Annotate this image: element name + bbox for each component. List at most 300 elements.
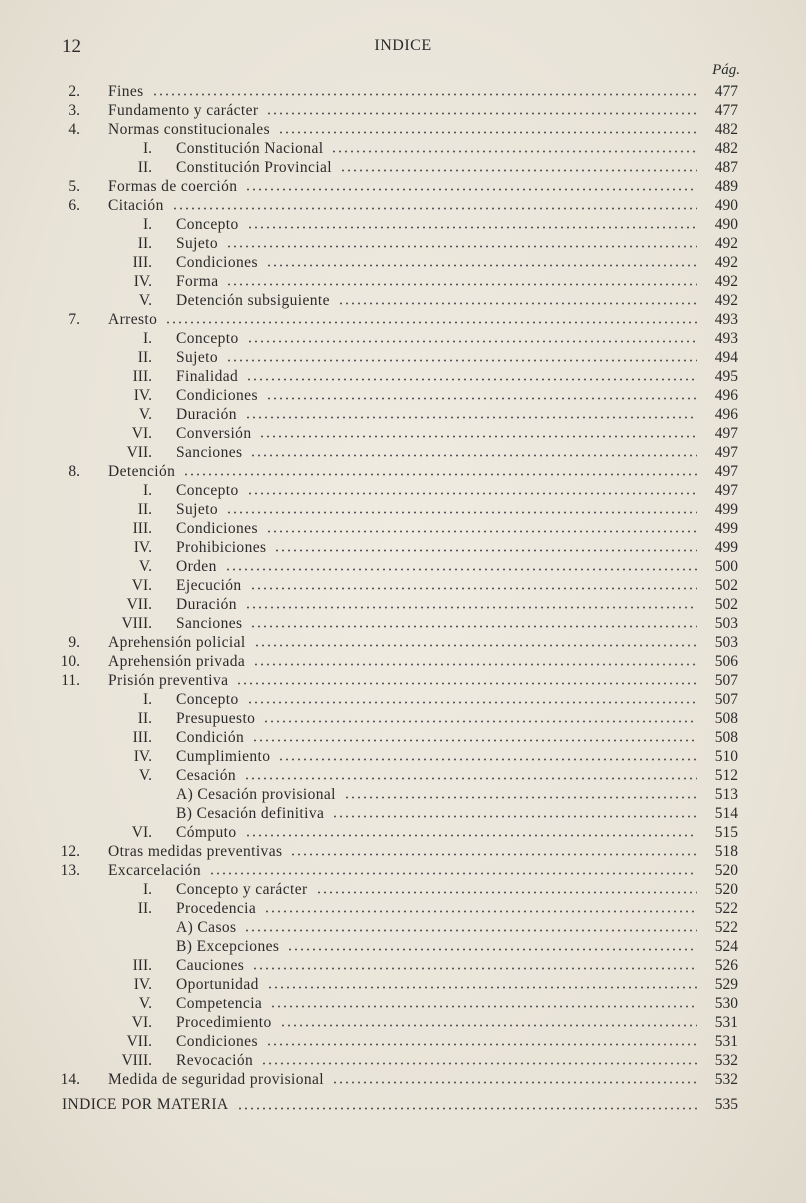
toc-entry-number: VI.	[131, 577, 152, 594]
toc-entry-page: 499	[714, 520, 738, 537]
toc-entry-page: 520	[714, 881, 738, 898]
toc-entry-number: VII.	[126, 596, 152, 613]
dot-leader	[264, 910, 697, 913]
toc-entry-title	[176, 899, 703, 918]
toc-entry-text: Cumplimiento	[176, 748, 271, 765]
dot-leader	[332, 815, 697, 818]
toc-entry-text: Aprehensión privada	[108, 653, 246, 670]
toc-entry	[0, 1070, 806, 1089]
toc-entry-title	[176, 1013, 703, 1032]
toc-entry	[0, 82, 806, 101]
toc-entry-number: V.	[138, 767, 152, 784]
toc-entry-title	[176, 557, 703, 576]
toc-entry-title	[176, 576, 703, 595]
toc-entry-text: Sanciones	[176, 444, 243, 461]
toc-entry	[0, 595, 806, 614]
toc-entry-page: 522	[714, 919, 738, 936]
toc-entry-number: V.	[138, 406, 152, 423]
toc-entry-page: 494	[714, 349, 738, 366]
toc-entry-text: Oportunidad	[176, 976, 259, 993]
toc-entry-page: 503	[714, 634, 738, 651]
dot-leader	[244, 929, 697, 932]
dot-leader	[266, 264, 697, 267]
toc-entry-page: 532	[714, 1071, 738, 1088]
toc-entry-text: Citación	[108, 197, 164, 214]
toc-entry	[0, 519, 806, 538]
toc-entry-page: 526	[714, 957, 738, 974]
toc-entry	[0, 557, 806, 576]
toc-entry-page: 515	[714, 824, 738, 841]
toc-entry	[0, 690, 806, 709]
toc-entry-text: Competencia	[176, 995, 263, 1012]
toc-entry-page: 487	[714, 159, 738, 176]
toc-entry	[0, 367, 806, 386]
toc-entry-title	[176, 291, 703, 310]
toc-entry-number: 9.	[68, 634, 80, 651]
toc-entry-title	[108, 82, 703, 101]
toc-entry-number: III.	[132, 729, 152, 746]
toc-entry-number: 8.	[68, 463, 80, 480]
dot-leader	[259, 435, 697, 438]
toc-entry-text: Sujeto	[176, 235, 219, 252]
toc-entry-page: 535	[714, 1096, 738, 1113]
dot-leader	[152, 93, 697, 96]
toc-entry-page: 496	[714, 387, 738, 404]
running-head: INDICE	[374, 37, 432, 54]
dot-leader	[226, 511, 697, 514]
toc-entry-text: Sujeto	[176, 349, 219, 366]
toc-entry-number: III.	[132, 520, 152, 537]
toc-entry-text: Orden	[176, 558, 217, 575]
toc-entry-title	[176, 329, 703, 348]
toc-entry-number: 2.	[68, 83, 80, 100]
toc-entry-page: 531	[714, 1033, 738, 1050]
toc-entry-title	[176, 690, 703, 709]
toc-entry	[0, 253, 806, 272]
toc-entry-title	[176, 500, 703, 519]
toc-entry-number: 14.	[60, 1071, 80, 1088]
toc-entry-title	[176, 215, 703, 234]
toc-entry	[0, 709, 806, 728]
toc-entry-title	[176, 785, 703, 804]
dot-leader	[266, 530, 697, 533]
toc-entry	[0, 177, 806, 196]
toc-entry-text: Arresto	[108, 311, 158, 328]
toc-entry-page: 522	[714, 900, 738, 917]
toc-entry-page: 499	[714, 501, 738, 518]
toc-entry-text: Condiciones	[176, 387, 258, 404]
toc-entry-page: 507	[714, 672, 738, 689]
dot-leader	[267, 986, 697, 989]
toc-entry	[0, 823, 806, 842]
toc-entry-text: A) Casos	[176, 919, 237, 936]
toc-entry-title	[108, 120, 703, 139]
toc-entry	[0, 386, 806, 405]
dot-leader	[247, 492, 697, 495]
toc-entry-page: 513	[714, 786, 738, 803]
toc-entry-title	[176, 956, 703, 975]
dot-leader	[266, 1043, 697, 1046]
toc-entry	[0, 671, 806, 690]
toc-entry-page: 531	[714, 1014, 738, 1031]
dot-leader	[245, 606, 697, 609]
toc-entry-number: 13.	[60, 862, 80, 879]
toc-entry-text: A) Cesación provisional	[176, 786, 336, 803]
toc-entry	[0, 766, 806, 785]
toc-entry	[0, 234, 806, 253]
toc-entry-title	[108, 1070, 703, 1089]
toc-entry-page: 506	[714, 653, 738, 670]
toc-entry-number: V.	[138, 995, 152, 1012]
toc-entry-title	[176, 386, 703, 405]
toc-entry-page: 492	[714, 254, 738, 271]
toc-entry-page: 502	[714, 596, 738, 613]
toc-entry-page: 502	[714, 577, 738, 594]
toc-entry-title	[176, 253, 703, 272]
toc-entry-page: 482	[714, 121, 738, 138]
toc-entry-text: Fundamento y carácter	[108, 102, 259, 119]
toc-entry-title	[108, 462, 703, 481]
toc-entry-page: 495	[714, 368, 738, 385]
toc-entry-page: 497	[714, 482, 738, 499]
toc-entry-page: 497	[714, 463, 738, 480]
toc-entry-number: IV.	[133, 539, 152, 556]
toc-entry-page: 482	[714, 140, 738, 157]
toc-entry-number: VII.	[126, 1033, 152, 1050]
toc-entry-page: 532	[714, 1052, 738, 1069]
toc-entry-indice-por-materia	[0, 1095, 806, 1115]
toc-entry-text: Formas de coerción	[108, 178, 238, 195]
toc-entry	[0, 424, 806, 443]
toc-entry	[0, 405, 806, 424]
toc-entry-text: Otras medidas preventivas	[108, 843, 283, 860]
toc-entry	[0, 1032, 806, 1051]
toc-entry	[0, 804, 806, 823]
dot-leader	[290, 853, 697, 856]
toc-entry	[0, 728, 806, 747]
toc-entry	[0, 842, 806, 861]
toc-entry-text: Cesación	[176, 767, 237, 784]
toc-entry-number: III.	[132, 957, 152, 974]
toc-entry-number: II.	[137, 159, 152, 176]
toc-entry-number: V.	[138, 292, 152, 309]
toc-entry-page: 496	[714, 406, 738, 423]
toc-entry-text: Constitución Nacional	[176, 140, 324, 157]
toc-entry	[0, 633, 806, 652]
toc-entry-text: Revocación	[176, 1052, 254, 1069]
toc-entry-title	[176, 747, 703, 766]
toc-entry-number: II.	[137, 235, 152, 252]
toc-entry-title	[108, 842, 703, 861]
toc-entry-text: Detención	[108, 463, 176, 480]
dot-leader	[338, 302, 697, 305]
toc-entry	[0, 652, 806, 671]
toc-entry-title	[108, 101, 703, 120]
toc-entry	[0, 310, 806, 329]
toc-entry-text: Forma	[176, 273, 219, 290]
toc-entry-number: 10.	[60, 653, 80, 670]
toc-entry-number: I.	[142, 330, 152, 347]
dot-leader	[340, 169, 697, 172]
toc-entry-title	[176, 975, 703, 994]
toc-entry-page: 497	[714, 425, 738, 442]
toc-entry-title	[176, 1051, 703, 1070]
dot-leader	[237, 1107, 697, 1110]
toc-entry	[0, 937, 806, 956]
dot-leader	[252, 967, 697, 970]
toc-entry-title	[176, 937, 703, 956]
toc-entry-title	[108, 633, 703, 652]
dot-leader	[270, 1005, 697, 1008]
toc-entry-title	[176, 766, 703, 785]
dot-leader	[278, 758, 697, 761]
toc-entry-text: Concepto y carácter	[176, 881, 308, 898]
toc-entry-page: 500	[714, 558, 738, 575]
pag-column-label: Pág.	[712, 62, 740, 78]
toc-entry-title	[176, 728, 703, 747]
toc-entry	[0, 1051, 806, 1070]
toc-entry-number: V.	[138, 558, 152, 575]
toc-entry-page: 493	[714, 330, 738, 347]
toc-entry-title	[176, 1032, 703, 1051]
toc-entry-text: Condición	[176, 729, 245, 746]
toc-entry-title	[176, 348, 703, 367]
toc-entry-number: VII.	[126, 444, 152, 461]
toc-entry-page: 492	[714, 235, 738, 252]
toc-entry-title	[176, 614, 703, 633]
toc-entry-title	[108, 652, 703, 671]
toc-entry-text: Concepto	[176, 691, 239, 708]
toc-entry-title	[176, 709, 703, 728]
toc-entry-page: 493	[714, 311, 738, 328]
toc-entry-text: Finalidad	[176, 368, 239, 385]
toc-entry-title	[176, 367, 703, 386]
toc-entry-number: VI.	[131, 425, 152, 442]
toc-entry-text: Concepto	[176, 216, 239, 233]
toc-entry-text: Excarcelación	[108, 862, 201, 879]
dot-leader	[278, 131, 697, 134]
toc-entry-title	[176, 595, 703, 614]
toc-entry-title	[176, 994, 703, 1013]
toc-entry-page: 497	[714, 444, 738, 461]
toc-entry	[0, 329, 806, 348]
toc-entry-text: Prohibiciones	[176, 539, 267, 556]
dot-leader	[261, 1062, 697, 1065]
toc-entry-text: Sujeto	[176, 501, 219, 518]
toc-entry-number: IV.	[133, 273, 152, 290]
dot-leader	[332, 1081, 697, 1084]
dot-leader	[287, 948, 697, 951]
toc-entry	[0, 158, 806, 177]
toc-entry-page: 514	[714, 805, 738, 822]
dot-leader	[274, 549, 697, 552]
toc-entry-text: Prisión preventiva	[108, 672, 229, 689]
dot-leader	[245, 834, 697, 837]
toc-entry-page: 489	[714, 178, 738, 195]
toc-entry-page: 490	[714, 197, 738, 214]
dot-leader	[331, 150, 697, 153]
toc-entry-title	[176, 481, 703, 500]
dot-leader	[236, 682, 697, 685]
toc-entry-number: 4.	[68, 121, 80, 138]
toc-entry-page: 529	[714, 976, 738, 993]
toc-entry-text: B) Cesación definitiva	[176, 805, 325, 822]
toc-entry-number: VI.	[131, 824, 152, 841]
toc-entry-number: II.	[137, 501, 152, 518]
toc-entry-title	[176, 272, 703, 291]
dot-leader	[225, 568, 697, 571]
toc-entry-number: IV.	[133, 387, 152, 404]
toc-entry-text: Condiciones	[176, 520, 258, 537]
toc-entry-title	[108, 310, 703, 329]
toc-entry-title	[176, 880, 703, 899]
toc-entry	[0, 291, 806, 310]
toc-entry-number: VI.	[131, 1014, 152, 1031]
toc-entry-number: 5.	[68, 178, 80, 195]
dot-leader	[226, 245, 697, 248]
toc-entry-number: I.	[142, 216, 152, 233]
toc-entry	[0, 348, 806, 367]
toc-entry-text: Condiciones	[176, 1033, 258, 1050]
toc-entry-number: IV.	[133, 748, 152, 765]
toc-entry-text: Aprehensión policial	[108, 634, 246, 651]
toc-entry-page: 508	[714, 729, 738, 746]
toc-entry	[0, 139, 806, 158]
toc-entry-text: Procedimiento	[176, 1014, 272, 1031]
dot-leader	[244, 777, 697, 780]
toc-entry-number: 3.	[68, 102, 80, 119]
page-number: 12	[62, 36, 81, 57]
dot-leader	[226, 359, 697, 362]
dot-leader	[245, 416, 697, 419]
toc-entry-page: 492	[714, 292, 738, 309]
toc-entry	[0, 747, 806, 766]
toc-entry-title	[176, 158, 703, 177]
dot-leader	[247, 340, 697, 343]
dot-leader	[172, 207, 697, 210]
dot-leader	[183, 473, 697, 476]
toc-entry-title	[176, 519, 703, 538]
toc-entry-text: Constitución Provincial	[176, 159, 333, 176]
toc-entry	[0, 101, 806, 120]
toc-entry-title	[176, 139, 703, 158]
toc-entry-page: 507	[714, 691, 738, 708]
toc-entry-page: 524	[714, 938, 738, 955]
dot-leader	[165, 321, 697, 324]
toc-entry-text: Detención subsiguiente	[176, 292, 330, 309]
toc-entry	[0, 614, 806, 633]
dot-leader	[209, 872, 697, 875]
dot-leader	[266, 397, 697, 400]
toc-entry-number: 6.	[68, 197, 80, 214]
table-of-contents	[0, 82, 806, 1089]
toc-entry-text: Presupuesto	[176, 710, 256, 727]
toc-entry-title	[108, 861, 703, 880]
toc-entry-page: 508	[714, 710, 738, 727]
toc-entry	[0, 500, 806, 519]
toc-entry-number: 7.	[68, 311, 80, 328]
toc-entry-title	[176, 443, 703, 462]
toc-entry	[0, 443, 806, 462]
dot-leader	[250, 454, 697, 457]
toc-entry-number: I.	[142, 691, 152, 708]
toc-entry-text: Duración	[176, 596, 237, 613]
toc-entry	[0, 462, 806, 481]
toc-entry-title	[176, 424, 703, 443]
toc-entry-page: 520	[714, 862, 738, 879]
toc-entry-text: Fines	[108, 83, 144, 100]
toc-entry-number: VIII.	[121, 615, 152, 632]
dot-leader	[246, 378, 697, 381]
dot-leader	[254, 644, 697, 647]
dot-leader	[247, 226, 697, 229]
toc-entry-number: VIII.	[121, 1052, 152, 1069]
toc-entry-text: Cómputo	[176, 824, 237, 841]
toc-entry-text: B) Excepciones	[176, 938, 280, 955]
toc-entry-page: 503	[714, 615, 738, 632]
dot-leader	[252, 739, 697, 742]
dot-leader	[250, 587, 697, 590]
toc-entry	[0, 196, 806, 215]
toc-entry-page: 490	[714, 216, 738, 233]
toc-entry-title	[176, 538, 703, 557]
dot-leader	[245, 188, 697, 191]
toc-entry-text: Conversión	[176, 425, 252, 442]
dot-leader	[250, 625, 697, 628]
toc-entry	[0, 481, 806, 500]
dot-leader	[316, 891, 697, 894]
toc-entry-page: 530	[714, 995, 738, 1012]
toc-entry	[0, 918, 806, 937]
toc-entry	[0, 880, 806, 899]
toc-entry	[0, 538, 806, 557]
dot-leader	[263, 720, 697, 723]
toc-entry-text: Ejecución	[176, 577, 242, 594]
toc-entry-text: Condiciones	[176, 254, 258, 271]
toc-entry-text: Duración	[176, 406, 237, 423]
toc-entry	[0, 1013, 806, 1032]
toc-entry-page: 477	[714, 83, 738, 100]
toc-entry-number: II.	[137, 900, 152, 917]
toc-entry-title	[176, 234, 703, 253]
toc-entry-page: 510	[714, 748, 738, 765]
dot-leader	[344, 796, 697, 799]
toc-entry-number: III.	[132, 368, 152, 385]
toc-entry-page: 512	[714, 767, 738, 784]
toc-entry-title	[176, 405, 703, 424]
toc-entry-number: II.	[137, 349, 152, 366]
dot-leader	[253, 663, 697, 666]
toc-entry-text: Concepto	[176, 330, 239, 347]
dot-leader	[280, 1024, 697, 1027]
toc-entry	[0, 272, 806, 291]
toc-entry	[0, 899, 806, 918]
toc-entry-text: INDICE POR MATERIA	[62, 1096, 229, 1113]
toc-entry-title	[108, 177, 703, 196]
toc-entry	[0, 576, 806, 595]
toc-entry-number: I.	[142, 881, 152, 898]
toc-entry-page: 499	[714, 539, 738, 556]
toc-entry-number: IV.	[133, 976, 152, 993]
toc-entry-text: Normas constitucionales	[108, 121, 271, 138]
toc-entry	[0, 785, 806, 804]
toc-entry	[0, 861, 806, 880]
toc-entry-text: Medida de seguridad provisional	[108, 1071, 325, 1088]
toc-entry	[0, 956, 806, 975]
toc-entry-number: I.	[142, 140, 152, 157]
toc-entry-number: I.	[142, 482, 152, 499]
toc-entry	[0, 975, 806, 994]
